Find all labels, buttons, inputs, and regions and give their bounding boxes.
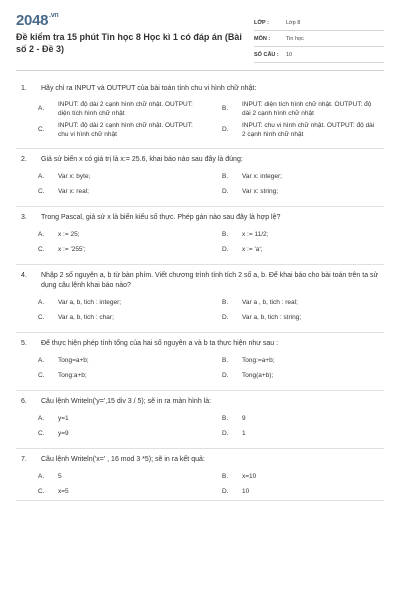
question-text-row <box>16 213 384 223</box>
option-text: Var a , b, tich : real; <box>242 299 298 306</box>
question-item <box>16 265 384 333</box>
meta-row-subject <box>254 31 384 47</box>
option-letter: A. <box>38 415 45 422</box>
question-text: Trong Pascal, giả sử x là biến kiểu số thực. Phép gán nào sau đây là hợp lệ? <box>41 214 281 221</box>
question-text-row <box>16 155 384 165</box>
option-letter: A. <box>38 299 45 306</box>
option-text: Var x: byte; <box>58 173 91 180</box>
option-text: x := 'a'; <box>242 246 263 253</box>
option-letter: B. <box>222 473 229 480</box>
question-text: Để thực hiện phép tính tổng của hai số nguyên a và b ta thực hiện như sau : <box>41 340 279 347</box>
option-letter: D. <box>222 430 229 437</box>
option-letter: D. <box>222 372 229 379</box>
answer-option-a[interactable] <box>16 354 200 367</box>
answer-option-d[interactable] <box>200 120 384 139</box>
option-letter: C. <box>38 188 45 195</box>
meta-info <box>254 15 384 63</box>
question-text-row <box>16 455 384 465</box>
option-letter: B. <box>222 357 229 364</box>
answer-option-c[interactable] <box>16 311 200 324</box>
option-text: Tong(a+b); <box>242 372 274 379</box>
answer-option-b[interactable] <box>200 99 384 118</box>
option-letter: C. <box>38 430 45 437</box>
document-title: Đề kiểm tra 15 phút Tin học 8 Học kì 1 có đáp án (Bài số 2 - Đề 3) <box>16 32 242 54</box>
answer-option-d[interactable] <box>200 485 384 498</box>
option-letter: D. <box>222 126 229 133</box>
answer-option-b[interactable] <box>200 296 384 309</box>
answer-option-a[interactable] <box>16 470 200 483</box>
answer-option-a[interactable] <box>16 99 200 118</box>
question-item <box>16 207 384 265</box>
answer-option-d[interactable] <box>200 369 384 382</box>
question-text-row <box>16 397 384 407</box>
option-text: INPUT: độ dài 2 cạnh hình chữ nhật. OUTPUT: diện tích hình chữ nhật <box>58 100 193 117</box>
question-item <box>16 149 384 207</box>
answer-option-c[interactable] <box>16 427 200 440</box>
answer-options <box>16 228 384 256</box>
question-item <box>16 391 384 449</box>
option-letter: B. <box>222 299 229 306</box>
question-number: 7. <box>21 456 27 463</box>
option-text: INPUT: độ dài 2 cạnh hình chữ nhật. OUTPUT: chu vi hình chữ nhật <box>58 121 193 138</box>
question-number: 1. <box>21 85 27 92</box>
answer-options <box>16 470 384 498</box>
meta-value: Lớp 8 <box>286 19 301 26</box>
option-letter: B. <box>222 173 229 180</box>
meta-key: LỚP : <box>254 19 269 26</box>
question-number: 4. <box>21 272 27 279</box>
meta-value: 10 <box>286 51 293 58</box>
answer-option-c[interactable] <box>16 243 200 256</box>
question-number: 3. <box>21 214 27 221</box>
answer-option-b[interactable] <box>200 228 384 241</box>
answer-option-a[interactable] <box>16 296 200 309</box>
option-text: Var a, b, tich : integer; <box>58 299 122 306</box>
option-letter: A. <box>38 473 45 480</box>
question-text: Nhập 2 số nguyên a, b từ bàn phím. Viết chương trình tính tích 2 số a, b. Để khai báo cho bài toán trên ta sử dụng câu lệnh khai báo nào? <box>41 272 379 289</box>
question-text: Giả sử biến x có giá trị là x:= 25.6, khai báo nào sau đây là đúng: <box>41 156 243 163</box>
answer-options <box>16 170 384 198</box>
answer-option-b[interactable] <box>200 412 384 425</box>
option-text: INPUT: diện tích hình chữ nhật. OUTPUT: độ dài 2 cạnh hình chữ nhật <box>242 100 372 117</box>
option-text: Var a, b, tich : char; <box>58 314 114 321</box>
option-text: x=10 <box>242 473 257 480</box>
answer-option-c[interactable] <box>16 185 200 198</box>
option-letter: C. <box>38 372 45 379</box>
option-text: 5 <box>58 473 62 480</box>
option-letter: B. <box>222 105 229 112</box>
option-text: Tong:=a+b; <box>242 357 275 364</box>
question-item <box>16 333 384 391</box>
option-text: y=1 <box>58 415 69 422</box>
question-text-row <box>16 271 384 291</box>
question-text-row <box>16 84 384 94</box>
answer-option-a[interactable] <box>16 412 200 425</box>
question-text: Hãy chỉ ra INPUT và OUTPUT của bài toán tính chu vi hình chữ nhật: <box>41 85 257 92</box>
meta-row-count <box>254 47 384 63</box>
option-letter: C. <box>38 488 45 495</box>
answer-options <box>16 412 384 440</box>
answer-option-c[interactable] <box>16 120 200 139</box>
option-letter: A. <box>38 231 45 238</box>
document-header <box>0 0 400 64</box>
question-number: 6. <box>21 398 27 405</box>
answer-option-a[interactable] <box>16 170 200 183</box>
meta-value: Tin học <box>286 35 304 42</box>
option-text: Var a, b, tich : string; <box>242 314 302 321</box>
meta-key: SỐ CÂU : <box>254 51 279 58</box>
answer-option-a[interactable] <box>16 228 200 241</box>
option-text: Var x: integer; <box>242 173 282 180</box>
answer-option-d[interactable] <box>200 311 384 324</box>
answer-option-c[interactable] <box>16 369 200 382</box>
answer-options <box>16 354 384 382</box>
question-item <box>16 449 384 501</box>
option-text: Var x: real; <box>58 188 89 195</box>
option-text: 1 <box>242 430 246 437</box>
option-text: Var x: string; <box>242 188 279 195</box>
meta-row-class <box>254 15 384 31</box>
option-text: y=9 <box>58 430 69 437</box>
question-list <box>16 78 384 501</box>
option-letter: B. <box>222 231 229 238</box>
question-number: 2. <box>21 156 27 163</box>
option-letter: B. <box>222 415 229 422</box>
answer-options <box>16 99 384 139</box>
option-letter: A. <box>38 105 45 112</box>
question-text: Câu lệnh Writeln('y=',15 div 3 / 5); sẽ in ra màn hình là: <box>41 398 212 405</box>
option-text: x := 11/2; <box>242 231 269 238</box>
option-text: 9 <box>242 415 246 422</box>
option-text: x=5 <box>58 488 69 495</box>
option-text: Tong:a+b; <box>58 372 87 379</box>
answer-option-c[interactable] <box>16 485 200 498</box>
site-logo[interactable] <box>16 12 58 29</box>
logo-suffix: .vn <box>49 12 59 19</box>
header-divider <box>16 70 384 71</box>
option-letter: D. <box>222 314 229 321</box>
option-text: Tong=a+b; <box>58 357 89 364</box>
option-letter: A. <box>38 173 45 180</box>
question-text: Câu lệnh Writeln('x=' , 16 mod 3 *5); sẽ in ra kết quả: <box>41 456 205 463</box>
question-item <box>16 78 384 149</box>
answer-option-b[interactable] <box>200 170 384 183</box>
option-letter: D. <box>222 188 229 195</box>
option-letter: D. <box>222 488 229 495</box>
option-letter: A. <box>38 357 45 364</box>
answer-option-d[interactable] <box>200 427 384 440</box>
question-text-row <box>16 339 384 349</box>
option-text: 10 <box>242 488 250 495</box>
option-text: INPUT: chu vi hình chữ nhật. OUTPUT: độ dài 2 cạnh hình chữ nhật <box>242 121 375 138</box>
answer-option-b[interactable] <box>200 470 384 483</box>
logo-text: 2048 <box>16 12 49 29</box>
option-letter: C. <box>38 314 45 321</box>
option-letter: C. <box>38 246 45 253</box>
option-letter: C. <box>38 126 45 133</box>
question-number: 5. <box>21 340 27 347</box>
answer-option-d[interactable] <box>200 243 384 256</box>
answer-option-d[interactable] <box>200 185 384 198</box>
answer-option-b[interactable] <box>200 354 384 367</box>
option-text: x := 25; <box>58 231 80 238</box>
option-text: x := '255'; <box>58 246 86 253</box>
option-letter: D. <box>222 246 229 253</box>
answer-options <box>16 296 384 324</box>
meta-key: MÔN : <box>254 35 271 42</box>
